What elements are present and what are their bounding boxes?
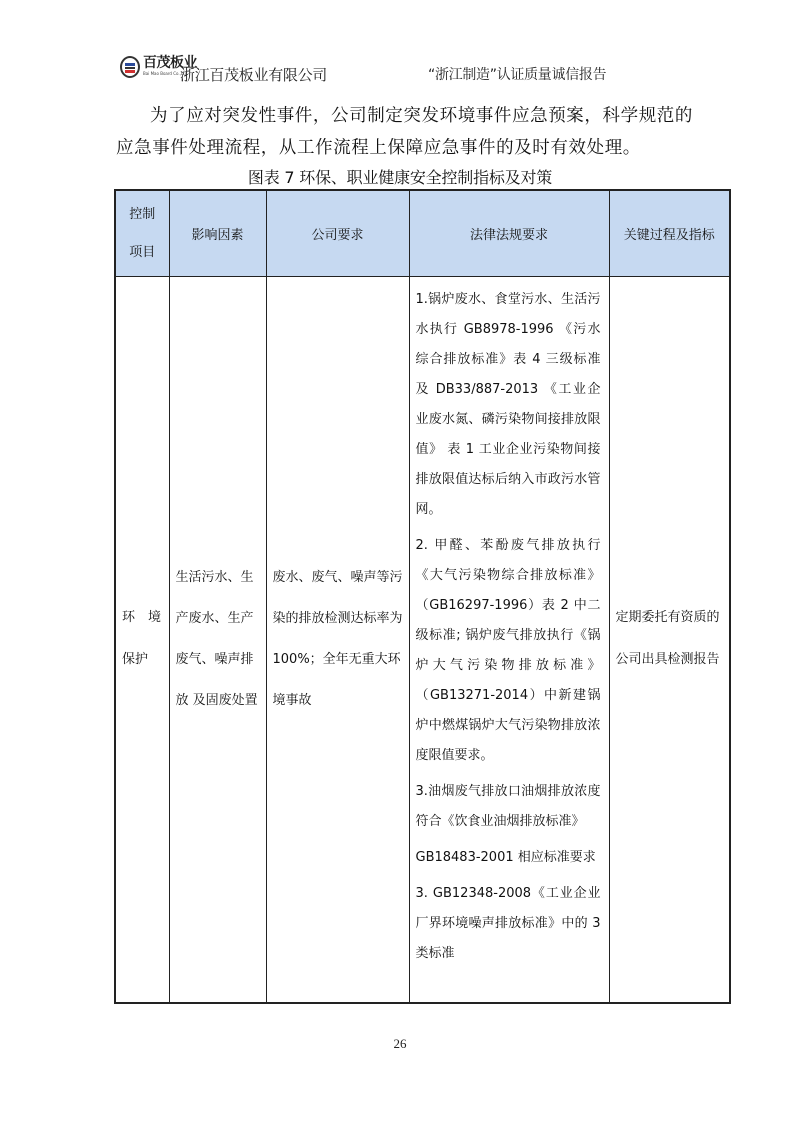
table-header-row — [115, 190, 730, 277]
body-paragraph — [116, 100, 732, 164]
page-header — [120, 54, 730, 86]
legal-requirement-4: 3. GB12348-2008《工业企业厂界环境噪声排放标准》中的 3 类标准 — [415, 886, 601, 961]
logo-chinese-name: 百茂板业 — [143, 55, 197, 71]
paragraph-line-1: 为了应对突发性事件，公司制定突发环境事件应急预案，科学规范的 — [150, 106, 693, 126]
cell-control-item: 环 境 保护 — [115, 277, 169, 1003]
table-row — [115, 277, 730, 1003]
legal-requirement-2: 2. 甲醛、苯酚废气排放执行《大气污染物综合排放标准》（GB16297-1996）表 2 中二级标准; 锅炉废气排放执行《锅炉大气污染物排放标准》（GB13271-2014）中新建锅炉中燃煤锅炉大气污染物排放浓度限值要求。 — [415, 538, 601, 763]
company-name: 浙江百茂板业有限公司 — [180, 66, 328, 84]
report-title: “浙江制造”认证质量诚信报告 — [428, 67, 607, 83]
column-header-legal-requirements: 法律法规要求 — [409, 190, 609, 277]
column-header-factors: 影响因素 — [169, 190, 266, 277]
table-caption: 图表 7 环保、职业健康安全控制指标及对策 — [247, 168, 553, 187]
paragraph-line-2: 应急事件处理流程，从工作流程上保障应急事件的及时有效处理。 — [116, 138, 641, 158]
logo-english-name: Bai Mao Board Co.,Ltd. — [143, 71, 189, 76]
legal-requirement-3-continued: GB18483-2001 相应标准要求 — [415, 850, 596, 865]
control-indicators-table — [114, 189, 731, 1004]
column-header-key-process: 关键过程及指标 — [609, 190, 730, 277]
legal-requirement-3: 3.油烟废气排放口油烟排放浓度符合《饮食业油烟排放标准》 — [415, 784, 601, 829]
cell-factors: 生活污水、生产废水、生产废气、噪声排放 及固废处置 — [169, 277, 266, 1003]
column-header-control-item: 控制 项目 — [115, 190, 169, 277]
column-header-company-requirement: 公司要求 — [266, 190, 409, 277]
cell-legal-requirements — [409, 277, 609, 1003]
legal-requirement-1: 1.锅炉废水、食堂污水、生活污水执行 GB8978-1996 《污水综合排放标准》表 4 三级标准及 DB33/887-2013 《工业企业废水氮、磷污染物间接排放限值》 表 1 工业企业污染物间接排放限值达标后纳入市政污水管网。 — [415, 292, 601, 517]
page-number: 26 — [393, 1036, 407, 1051]
cell-company-requirement: 废水、废气、噪声等污染的排放检测达标率为 100%；全年无重大环境事故 — [266, 277, 409, 1003]
company-emblem-icon — [120, 56, 140, 78]
cell-key-process: 定期委托有资质的公司出具检测报告 — [609, 277, 730, 1003]
